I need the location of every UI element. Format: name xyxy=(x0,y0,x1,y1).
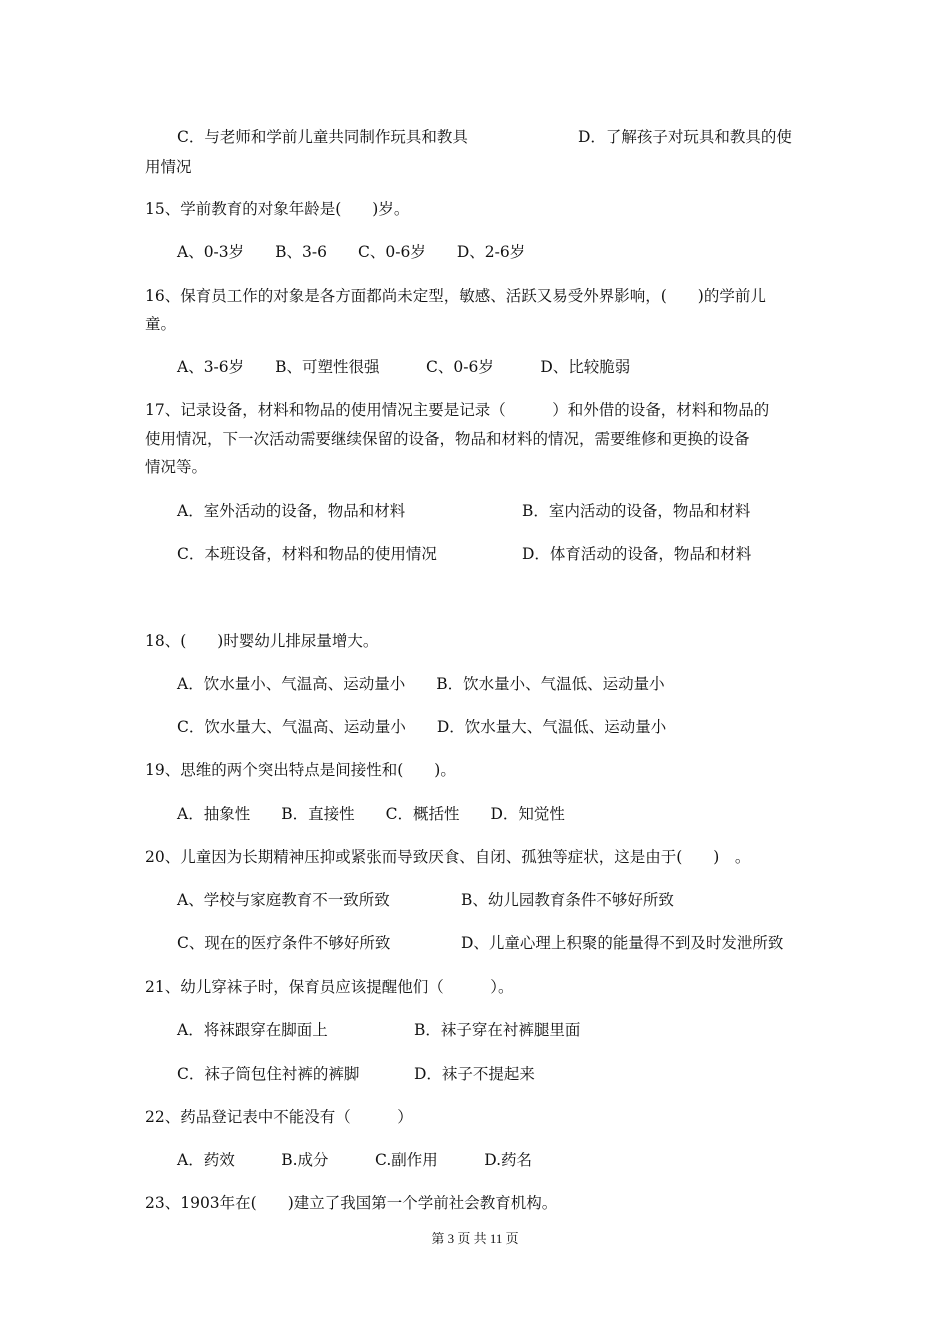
q17-option-d: D．体育活动的设备，物品和材料 xyxy=(522,545,752,563)
q20-option-b: B、幼儿园教育条件不够好所致 xyxy=(461,891,674,909)
question-21: 21、幼儿穿袜子时，保育员应该提醒他们（ ）。 xyxy=(145,978,514,996)
question-18: 18、( )时婴幼儿排尿量增大。 xyxy=(145,632,379,650)
question-16: 16、保育员工作的对象是各方面都尚未定型，敏感、活跃又易受外界影响，( )的学前儿 xyxy=(145,287,766,305)
question-19: 19、思维的两个突出特点是间接性和( )。 xyxy=(145,761,456,779)
q14-option-c: C．与老师和学前儿童共同制作玩具和教具 xyxy=(177,128,468,146)
question-17: 17、记录设备，材料和物品的使用情况主要是记录（ ）和外借的设备，材料和物品的 xyxy=(145,401,770,419)
q21-option-d: D．袜子不提起来 xyxy=(414,1065,535,1083)
q21-option-b: B．袜子穿在衬裤腿里面 xyxy=(414,1021,581,1039)
question-17-continued-2: 情况等。 xyxy=(145,458,208,476)
q17-option-a: A．室外活动的设备，物品和材料 xyxy=(177,502,406,520)
question-23: 23、1903年在( )建立了我国第一个学前社会教育机构。 xyxy=(145,1194,558,1212)
question-17-continued-1: 使用情况，下一次活动需要继续保留的设备，物品和材料的情况，需要维修和更换的设备 xyxy=(145,430,750,448)
q20-option-d: D、儿童心理上积聚的能量得不到及时发泄所致 xyxy=(461,934,784,952)
q18-options-cd: C．饮水量大、气温高、运动量小 D．饮水量大、气温低、运动量小 xyxy=(177,718,667,736)
q19-options: A．抽象性 B．直接性 C．概括性 D．知觉性 xyxy=(177,805,565,823)
q20-option-c: C、现在的医疗条件不够好所致 xyxy=(177,934,391,952)
page-footer: 第 3 页 共 11 页 xyxy=(431,1231,519,1246)
question-15: 15、学前教育的对象年龄是( )岁。 xyxy=(145,200,410,218)
q15-options: A、0-3岁 B、3-6 C、0-6岁 D、2-6岁 xyxy=(177,243,526,261)
question-16-continued: 童。 xyxy=(145,315,177,333)
q16-options: A、3-6岁 B、可塑性很强 C、0-6岁 D、比较脆弱 xyxy=(177,358,631,376)
q17-option-c: C．本班设备，材料和物品的使用情况 xyxy=(177,545,437,563)
question-22: 22、药品登记表中不能没有（ ） xyxy=(145,1108,413,1126)
question-20: 20、儿童因为长期精神压抑或紧张而导致厌食、自闭、孤独等症状，这是由于( ) 。 xyxy=(145,848,751,866)
q14-option-d-continued: 用情况 xyxy=(145,158,192,176)
q20-option-a: A、学校与家庭教育不一致所致 xyxy=(177,891,390,909)
q21-option-c: C．袜子筒包住衬裤的裤脚 xyxy=(177,1065,360,1083)
q21-option-a: A．将袜跟穿在脚面上 xyxy=(177,1021,328,1039)
q22-options: A．药效 B.成分 C.副作用 D.药名 xyxy=(177,1151,533,1169)
q14-option-d: D．了解孩子对玩具和教具的使 xyxy=(578,128,792,146)
q17-option-b: B．室内活动的设备，物品和材料 xyxy=(522,502,751,520)
q18-options-ab: A．饮水量小、气温高、运动量小 B．饮水量小、气温低、运动量小 xyxy=(177,675,665,693)
